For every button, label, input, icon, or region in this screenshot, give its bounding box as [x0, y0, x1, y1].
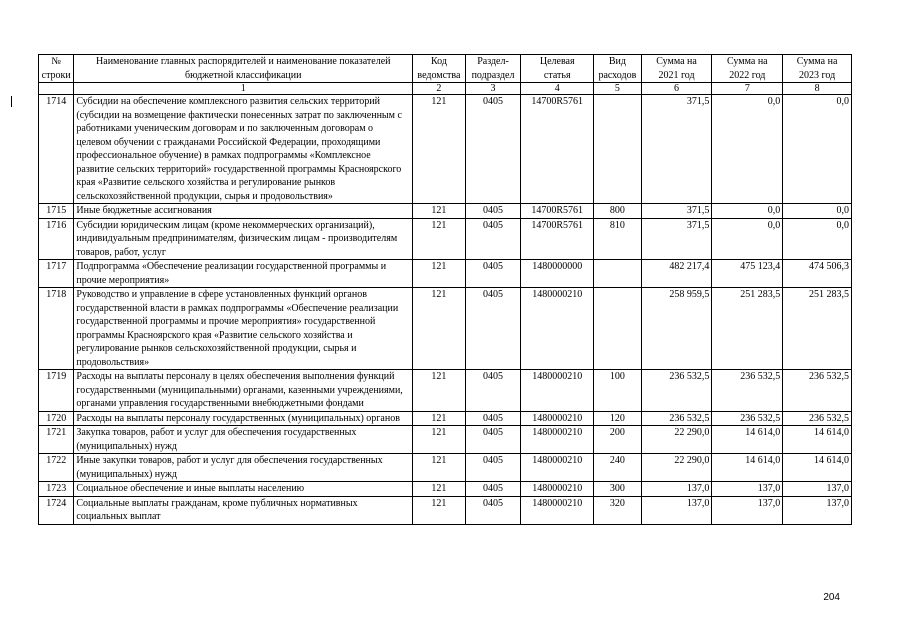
column-number: 2 [413, 83, 466, 95]
row-sum-2022: 236 532,5 [712, 411, 783, 426]
row-sum-2022: 137,0 [712, 496, 783, 524]
row-section: 0405 [465, 288, 521, 370]
row-sum-2021: 22 290,0 [641, 454, 712, 482]
row-name: Социальное обеспечение и иные выплаты населению [74, 482, 413, 497]
row-number: 1719 [39, 370, 74, 412]
header-sum-2023: Сумма на 2023 год [783, 55, 852, 83]
header-section: Раздел- подраздел [465, 55, 521, 83]
column-number [39, 83, 74, 95]
column-number-row [39, 83, 852, 95]
row-dept-code: 121 [413, 95, 466, 204]
row-number: 1718 [39, 288, 74, 370]
row-sum-2023: 251 283,5 [783, 288, 852, 370]
row-section: 0405 [465, 482, 521, 497]
row-name: Иные бюджетные ассигнования [74, 204, 413, 219]
row-sum-2021: 137,0 [641, 482, 712, 497]
row-exp-type: 800 [594, 204, 642, 219]
row-sum-2022: 475 123,4 [712, 260, 783, 288]
row-section: 0405 [465, 218, 521, 260]
header-dept-code: Код ведомства [413, 55, 466, 83]
row-target: 1480000210 [521, 482, 594, 497]
row-target: 1480000210 [521, 288, 594, 370]
row-sum-2022: 14 614,0 [712, 426, 783, 454]
column-number: 6 [641, 83, 712, 95]
row-sum-2023: 14 614,0 [783, 454, 852, 482]
header-row [39, 55, 852, 83]
row-sum-2023: 0,0 [783, 95, 852, 204]
table-row [39, 95, 852, 204]
row-sum-2021: 371,5 [641, 218, 712, 260]
row-number: 1720 [39, 411, 74, 426]
row-sum-2022: 0,0 [712, 204, 783, 219]
budget-table [38, 54, 852, 525]
column-number: 4 [521, 83, 594, 95]
row-sum-2022: 0,0 [712, 95, 783, 204]
column-number: 7 [712, 83, 783, 95]
row-exp-type: 300 [594, 482, 642, 497]
row-name: Расходы на выплаты персоналу в целях обеспечения выполнения функций государственными (муниципальными) органами, казенными учреждениями, органами управления государственными внебюджетными фондами [74, 370, 413, 412]
row-name: Расходы на выплаты персоналу государственных (муниципальных) органов [74, 411, 413, 426]
table-row [39, 454, 852, 482]
table-row [39, 218, 852, 260]
row-target: 1480000210 [521, 411, 594, 426]
row-sum-2022: 137,0 [712, 482, 783, 497]
header-sum-2021: Сумма на 2021 год [641, 55, 712, 83]
row-section: 0405 [465, 370, 521, 412]
row-sum-2021: 482 217,4 [641, 260, 712, 288]
row-sum-2023: 0,0 [783, 218, 852, 260]
row-dept-code: 121 [413, 218, 466, 260]
row-number: 1716 [39, 218, 74, 260]
row-number: 1723 [39, 482, 74, 497]
row-name: Социальные выплаты гражданам, кроме публичных нормативных социальных выплат [74, 496, 413, 524]
row-exp-type [594, 95, 642, 204]
row-sum-2021: 236 532,5 [641, 370, 712, 412]
row-target: 1480000210 [521, 454, 594, 482]
row-section: 0405 [465, 95, 521, 204]
row-sum-2022: 236 532,5 [712, 370, 783, 412]
row-dept-code: 121 [413, 411, 466, 426]
row-sum-2023: 14 614,0 [783, 426, 852, 454]
row-exp-type: 240 [594, 454, 642, 482]
table-row [39, 426, 852, 454]
row-number: 1721 [39, 426, 74, 454]
row-sum-2023: 0,0 [783, 204, 852, 219]
row-name: Закупка товаров, работ и услуг для обеспечения государственных (муниципальных) нужд [74, 426, 413, 454]
column-number: 8 [783, 83, 852, 95]
row-sum-2023: 474 506,3 [783, 260, 852, 288]
table-row [39, 482, 852, 497]
row-exp-type: 810 [594, 218, 642, 260]
margin-mark [11, 96, 12, 107]
row-section: 0405 [465, 496, 521, 524]
table-row [39, 204, 852, 219]
row-name: Подпрограмма «Обеспечение реализации государственной программы и прочие мероприятия» [74, 260, 413, 288]
row-sum-2021: 137,0 [641, 496, 712, 524]
row-dept-code: 121 [413, 204, 466, 219]
table-row [39, 496, 852, 524]
row-name: Субсидии на обеспечение комплексного развития сельских территорий (субсидии на возмещение фактически понесенных затрат по заключенным с работниками ученическим договорам и по заключенным договорам о целевом обучении с гражданами Российской Федерации, проходящими профессиональное обучение) в рамках подпрограммы «Комплексное развитие сельских территорий» государственной программы Красноярского края «Развитие сельского хозяйства и регулирование рынков сельскохозяйственной продукции, сырья и продовольствия» [74, 95, 413, 204]
column-number: 1 [74, 83, 413, 95]
row-exp-type [594, 288, 642, 370]
row-number: 1715 [39, 204, 74, 219]
row-dept-code: 121 [413, 288, 466, 370]
row-dept-code: 121 [413, 260, 466, 288]
row-sum-2023: 236 532,5 [783, 411, 852, 426]
row-sum-2021: 371,5 [641, 204, 712, 219]
header-sum-2022: Сумма на 2022 год [712, 55, 783, 83]
row-number: 1717 [39, 260, 74, 288]
row-sum-2023: 236 532,5 [783, 370, 852, 412]
row-number: 1714 [39, 95, 74, 204]
row-name: Руководство и управление в сфере установленных функций органов государственной власти в рамках подпрограммы «Обеспечение реализации государственной программы и прочие мероприятия» государственной программы Красноярского края «Развитие сельского хозяйства и регулирование рынков сельскохозяйственной продукции, сырья и продовольствия» [74, 288, 413, 370]
row-target: 1480000210 [521, 426, 594, 454]
row-sum-2022: 0,0 [712, 218, 783, 260]
row-sum-2021: 371,5 [641, 95, 712, 204]
header-row-no: № строки [39, 55, 74, 83]
row-exp-type: 120 [594, 411, 642, 426]
row-sum-2022: 14 614,0 [712, 454, 783, 482]
row-target: 14700R5761 [521, 204, 594, 219]
table-row [39, 288, 852, 370]
row-number: 1724 [39, 496, 74, 524]
row-section: 0405 [465, 411, 521, 426]
header-exp-type: Вид расходов [594, 55, 642, 83]
row-section: 0405 [465, 426, 521, 454]
table-row [39, 370, 852, 412]
row-target: 1480000210 [521, 370, 594, 412]
row-target: 1480000000 [521, 260, 594, 288]
row-dept-code: 121 [413, 370, 466, 412]
row-number: 1722 [39, 454, 74, 482]
row-target: 14700R5761 [521, 95, 594, 204]
page-number: 204 [823, 592, 840, 603]
table-row [39, 260, 852, 288]
row-dept-code: 121 [413, 482, 466, 497]
row-sum-2023: 137,0 [783, 482, 852, 497]
row-target: 1480000210 [521, 496, 594, 524]
header-target: Целевая статья [521, 55, 594, 83]
row-sum-2023: 137,0 [783, 496, 852, 524]
row-sum-2021: 22 290,0 [641, 426, 712, 454]
row-target: 14700R5761 [521, 218, 594, 260]
row-dept-code: 121 [413, 454, 466, 482]
row-exp-type: 100 [594, 370, 642, 412]
row-sum-2021: 258 959,5 [641, 288, 712, 370]
row-dept-code: 121 [413, 426, 466, 454]
table-row [39, 411, 852, 426]
row-section: 0405 [465, 260, 521, 288]
row-sum-2021: 236 532,5 [641, 411, 712, 426]
row-section: 0405 [465, 204, 521, 219]
row-name: Иные закупки товаров, работ и услуг для обеспечения государственных (муниципальных) нужд [74, 454, 413, 482]
row-dept-code: 121 [413, 496, 466, 524]
row-exp-type [594, 260, 642, 288]
row-sum-2022: 251 283,5 [712, 288, 783, 370]
column-number: 3 [465, 83, 521, 95]
header-name: Наименование главных распорядителей и наименование показателей бюджетной классификации [74, 55, 413, 83]
row-exp-type: 200 [594, 426, 642, 454]
column-number: 5 [594, 83, 642, 95]
row-section: 0405 [465, 454, 521, 482]
row-name: Субсидии юридическим лицам (кроме некоммерческих организаций), индивидуальным предпринимателям, физическим лицам - производителям товаров, работ, услуг [74, 218, 413, 260]
row-exp-type: 320 [594, 496, 642, 524]
